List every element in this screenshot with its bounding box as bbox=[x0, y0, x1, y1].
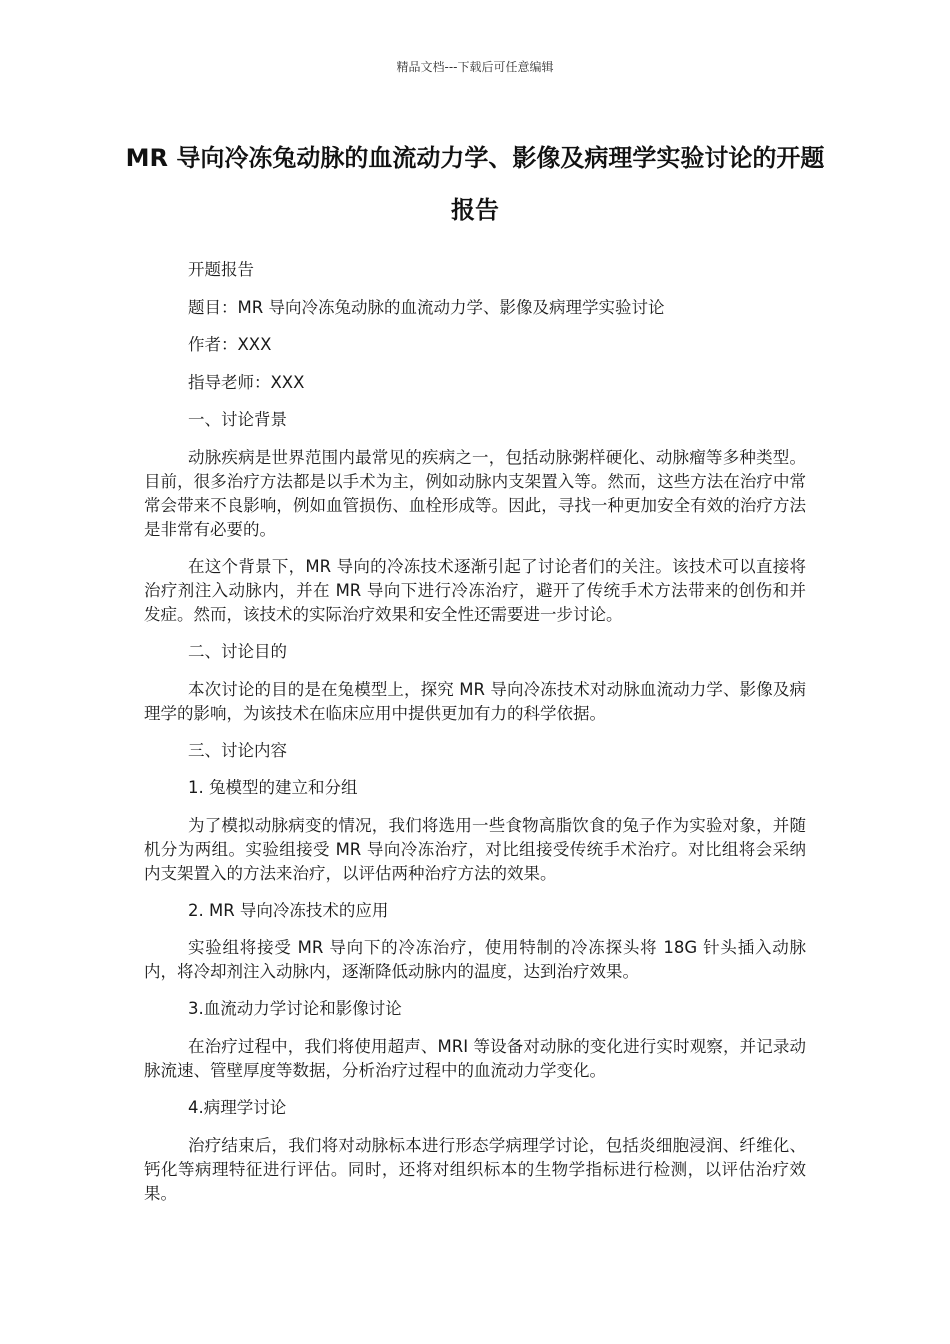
document-body bbox=[144, 258, 806, 1219]
section-heading: 二、讨论目的 bbox=[188, 641, 287, 661]
section-heading: 一、讨论背景 bbox=[188, 410, 287, 430]
paragraph: 在这个背景下，MR 导向的冷冻技术逐渐引起了讨论者们的关注。该技术可以直接将治疗剂注入动脉内，并在 MR 导向下进行冷冻治疗，避开了传统手术方法带来的创伤和并发症。然而，该技术的实际治疗效果和安全性还需要进一步讨论。 bbox=[144, 556, 806, 624]
paragraph: 治疗结束后，我们将对动脉标本进行形态学病理学讨论，包括炎细胞浸润、纤维化、钙化等病理特征进行评估。同时，还将对组织标本的生物学指标进行检测，以评估治疗效果。 bbox=[144, 1135, 806, 1203]
paragraph: 在治疗过程中，我们将使用超声、MRI 等设备对动脉的变化进行实时观察，并记录动脉流速、管壁厚度等数据，分析治疗过程中的血流动力学变化。 bbox=[144, 1036, 806, 1080]
section-heading: 三、讨论内容 bbox=[188, 740, 287, 760]
page-header: 精品文档---下载后可任意编辑 bbox=[396, 60, 554, 74]
subsection-heading: 4.病理学讨论 bbox=[188, 1097, 287, 1117]
subsection-heading: 2. MR 导向冷冻技术的应用 bbox=[188, 900, 389, 920]
text-line: 开题报告 bbox=[188, 260, 254, 279]
paragraph: 为了模拟动脉病变的情况，我们将选用一些食物高脂饮食的兔子作为实验对象，并随机分为两组。实验组接受 MR 导向冷冻治疗，对比组接受传统手术治疗。对比组将会采纳内支架置入的方法来治疗，以评估两种治疗方法的效果。 bbox=[144, 815, 806, 883]
paragraph: 本次讨论的目的是在兔模型上，探究 MR 导向冷冻技术对动脉血流动力学、影像及病理学的影响，为该技术在临床应用中提供更加有力的科学依据。 bbox=[144, 679, 806, 723]
text-line: 指导老师：XXX bbox=[188, 372, 305, 392]
document-title: MR 导向冷冻兔动脉的血流动力学、影像及病理学实验讨论的开题报告 bbox=[125, 144, 825, 224]
subsection-heading: 3.血流动力学讨论和影像讨论 bbox=[188, 999, 402, 1019]
paragraph: 动脉疾病是世界范围内最常见的疾病之一，包括动脉粥样硬化、动脉瘤等多种类型。目前，很多治疗方法都是以手术为主，例如动脉内支架置入等。然而，这些方法在治疗中常常会带来不良影响，例如血管损伤、血栓形成等。因此，寻找一种更加安全有效的治疗方法是非常有必要的。 bbox=[144, 447, 806, 539]
subsection-heading: 1. 兔模型的建立和分组 bbox=[188, 778, 358, 798]
text-line: 题目：MR 导向冷冻兔动脉的血流动力学、影像及病理学实验讨论 bbox=[188, 297, 665, 317]
text-line: 作者：XXX bbox=[188, 335, 272, 355]
paragraph: 实验组将接受 MR 导向下的冷冻治疗，使用特制的冷冻探头将 18G 针头插入动脉内，将冷却剂注入动脉内，逐渐降低动脉内的温度，达到治疗效果。 bbox=[144, 938, 806, 982]
